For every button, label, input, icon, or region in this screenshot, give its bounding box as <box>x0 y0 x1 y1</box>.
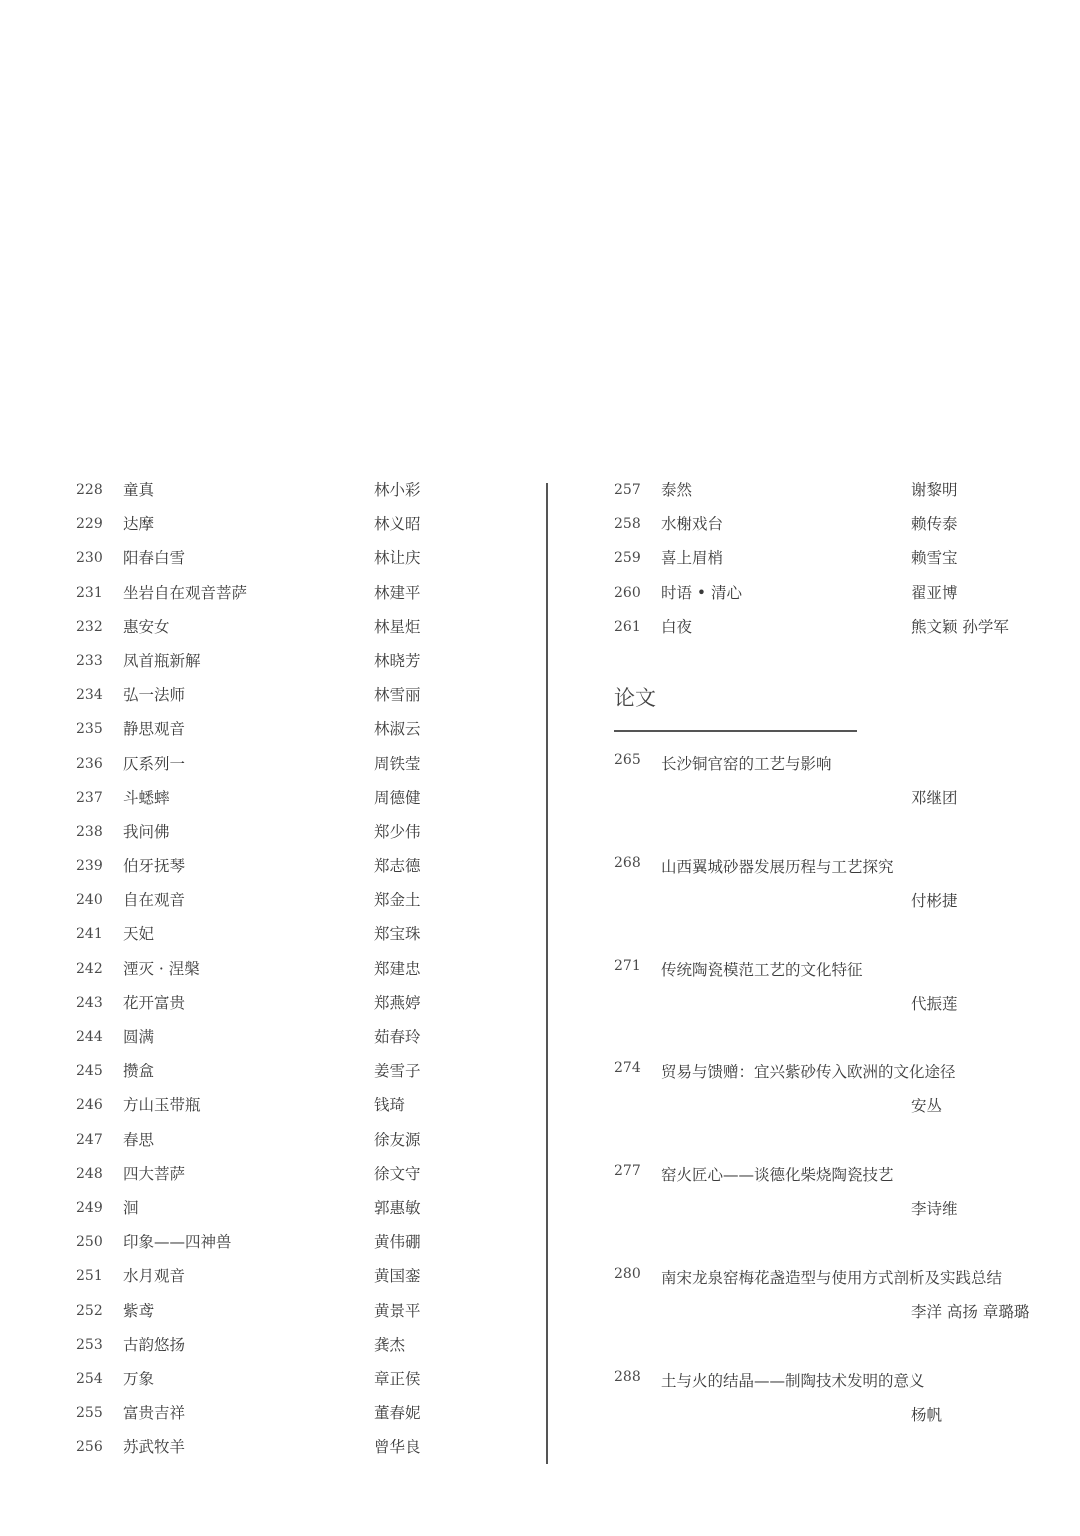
paper-title: 南宋龙泉窑梅花盏造型与使用方式剖析及实践总结 <box>661 1268 1003 1287</box>
paper-title: 土与火的结晶——制陶技术发明的意义 <box>661 1371 925 1390</box>
entry-title: 湮灭 · 涅槃 <box>123 959 200 978</box>
toc-entry <box>76 649 456 683</box>
page-number: 250 <box>76 1234 103 1251</box>
toc-entry <box>614 478 1064 512</box>
page-number: 242 <box>76 960 103 977</box>
entry-author: 钱琦 <box>374 1096 406 1115</box>
entry-title: 水月观音 <box>123 1267 186 1286</box>
toc-entry <box>76 957 456 991</box>
page-number: 239 <box>76 858 103 875</box>
toc-entry <box>76 1367 456 1401</box>
page-number: 240 <box>76 892 103 909</box>
toc-entry <box>76 820 456 854</box>
toc-entry <box>76 717 456 751</box>
entry-title: 春思 <box>123 1130 155 1149</box>
page-number: 251 <box>76 1268 103 1285</box>
page-number: 253 <box>76 1336 103 1353</box>
toc-entry <box>614 512 1064 546</box>
section-heading-papers: 论文 <box>614 686 656 710</box>
entry-author: 黄国銮 <box>374 1267 421 1286</box>
paper-title: 窑火匠心——谈德化柴烧陶瓷技艺 <box>661 1166 894 1185</box>
page-number: 230 <box>76 550 103 567</box>
entry-title: 洄 <box>123 1198 139 1217</box>
page-number: 260 <box>614 584 641 601</box>
entry-title: 达摩 <box>123 515 155 534</box>
toc-entry <box>76 922 456 956</box>
entry-title: 攒盒 <box>123 1062 155 1081</box>
entry-author: 赖传泰 <box>911 515 958 534</box>
page-number: 249 <box>76 1199 103 1216</box>
toc-entry <box>614 546 1064 580</box>
entry-author: 黄伟硼 <box>374 1233 421 1252</box>
toc-entry <box>76 1401 456 1435</box>
paper-entry <box>614 1163 1064 1266</box>
toc-entry <box>76 1435 456 1469</box>
toc-entry <box>76 888 456 922</box>
toc-entry <box>76 581 456 615</box>
entry-title: 自在观音 <box>123 891 186 910</box>
column-divider <box>546 483 548 1464</box>
entry-title: 斗蟋蟀 <box>123 788 170 807</box>
toc-entry <box>76 1059 456 1093</box>
entry-author: 董春妮 <box>374 1404 421 1423</box>
entry-author: 谢黎明 <box>911 481 958 499</box>
entry-author: 赖雪宝 <box>911 549 958 568</box>
page-number: 238 <box>76 823 103 840</box>
page-number: 268 <box>614 854 641 871</box>
entry-title: 伯牙抚琴 <box>123 857 186 876</box>
entry-author: 林让庆 <box>374 549 421 568</box>
toc-entry <box>76 991 456 1025</box>
paper-entry <box>614 752 1064 855</box>
page-number: 256 <box>76 1439 103 1456</box>
entry-author: 曾华良 <box>374 1438 421 1457</box>
toc-entry <box>76 1333 456 1367</box>
page-number: 236 <box>76 755 103 772</box>
entry-title: 时语 • 清心 <box>661 583 742 602</box>
entry-title: 富贵吉祥 <box>123 1404 186 1423</box>
entry-author: 林雪丽 <box>374 686 421 705</box>
paper-title: 贸易与馈赠：宜兴紫砂传入欧洲的文化途径 <box>661 1063 956 1082</box>
entry-title: 坐岩自在观音菩萨 <box>123 583 248 602</box>
toc-entry <box>76 478 456 512</box>
page-number: 237 <box>76 789 103 806</box>
entry-title: 万象 <box>123 1369 155 1388</box>
toc-entry <box>76 512 456 546</box>
entry-title: 水榭戏台 <box>661 515 724 534</box>
page-number: 228 <box>76 482 103 498</box>
entry-author: 翟亚博 <box>911 583 958 602</box>
page-number: 229 <box>76 516 103 533</box>
paper-author: 杨帆 <box>911 1405 943 1424</box>
entry-title: 古韵悠扬 <box>123 1335 186 1354</box>
page-number: 254 <box>76 1370 103 1387</box>
paper-title: 长沙铜官窑的工艺与影响 <box>661 755 832 773</box>
left-toc-column <box>76 478 456 1469</box>
page-number: 258 <box>614 516 641 533</box>
entry-author: 林淑云 <box>374 720 421 739</box>
entry-author: 章正侯 <box>374 1369 421 1388</box>
entry-author: 林义昭 <box>374 515 421 534</box>
toc-entry <box>76 615 456 649</box>
toc-entry <box>76 752 456 786</box>
toc-entry <box>76 1299 456 1333</box>
toc-entry <box>76 683 456 717</box>
entry-author: 林建平 <box>374 583 421 602</box>
paper-author: 安丛 <box>911 1097 943 1116</box>
page-number: 259 <box>614 550 641 567</box>
entry-title: 泰然 <box>661 481 693 499</box>
toc-entry <box>76 1196 456 1230</box>
entry-title: 阳春白雪 <box>123 549 186 568</box>
page-number: 265 <box>614 752 641 768</box>
toc-entry <box>76 546 456 580</box>
toc-entry <box>76 1264 456 1298</box>
page-number: 241 <box>76 926 103 943</box>
entry-author: 郑建忠 <box>374 959 421 978</box>
paper-entry <box>614 855 1064 958</box>
toc-entry <box>614 615 1064 649</box>
paper-author: 李洋 高扬 章璐璐 <box>911 1302 1030 1321</box>
entry-author: 郑少伟 <box>374 822 421 841</box>
paper-entry <box>614 1060 1064 1163</box>
page-number: 277 <box>614 1163 641 1180</box>
paper-author: 代振莲 <box>911 994 958 1013</box>
page-number: 234 <box>76 687 103 704</box>
entry-title: 凤首瓶新解 <box>123 651 201 670</box>
page-number: 252 <box>76 1302 103 1319</box>
section-underline <box>614 730 857 732</box>
page-number: 257 <box>614 482 641 498</box>
page-number: 248 <box>76 1165 103 1182</box>
paper-author: 付彬捷 <box>911 891 958 910</box>
toc-entry <box>76 1230 456 1264</box>
entry-author: 郑金土 <box>374 891 421 910</box>
page-number: 231 <box>76 584 103 601</box>
page-number: 288 <box>614 1368 641 1385</box>
page-number: 244 <box>76 1029 103 1045</box>
page-number: 255 <box>76 1405 103 1422</box>
page-number: 243 <box>76 994 103 1011</box>
page-number: 280 <box>614 1265 641 1282</box>
entry-author: 龚杰 <box>374 1335 406 1354</box>
entry-author: 姜雪子 <box>374 1062 421 1081</box>
entry-title: 我问佛 <box>123 822 170 841</box>
page-number: 246 <box>76 1097 103 1114</box>
entry-author: 林星炬 <box>374 617 421 636</box>
paper-entry <box>614 1266 1064 1369</box>
entry-author: 熊文颖 孙学军 <box>911 617 1009 636</box>
toc-entry <box>76 1128 456 1162</box>
entry-author: 周铁莹 <box>374 754 421 773</box>
entry-author: 黄景平 <box>374 1301 421 1320</box>
toc-entry <box>76 1025 456 1059</box>
entry-author: 林晓芳 <box>374 651 421 670</box>
entry-author: 茹春玲 <box>374 1028 421 1046</box>
right-toc-column <box>614 478 1064 649</box>
page-number: 247 <box>76 1131 103 1148</box>
toc-entry <box>76 1162 456 1196</box>
paper-title: 传统陶瓷模范工艺的文化特征 <box>661 960 863 979</box>
entry-author: 郑燕婷 <box>374 993 421 1012</box>
entry-title: 天妃 <box>123 925 155 944</box>
entry-author: 郑宝珠 <box>374 925 421 944</box>
entry-title: 紫鸢 <box>123 1301 155 1320</box>
paper-title: 山西翼城砂器发展历程与工艺探究 <box>661 857 894 876</box>
entry-author: 郑志德 <box>374 857 421 876</box>
entry-author: 林小彩 <box>374 481 421 499</box>
entry-title: 惠安女 <box>123 617 170 636</box>
entry-title: 仄系列一 <box>123 754 186 773</box>
page-number: 274 <box>614 1060 641 1077</box>
paper-entry <box>614 958 1064 1061</box>
paper-entry <box>614 1369 1064 1472</box>
entry-title: 花开富贵 <box>123 993 186 1012</box>
entry-title: 方山玉带瓶 <box>123 1096 201 1115</box>
toc-entry <box>76 854 456 888</box>
page-number: 261 <box>614 618 641 635</box>
toc-entry <box>76 1093 456 1127</box>
toc-entry <box>614 581 1064 615</box>
entry-title: 静思观音 <box>123 720 186 739</box>
page-number: 245 <box>76 1063 103 1080</box>
page-number: 233 <box>76 652 103 669</box>
entry-author: 周德健 <box>374 788 421 807</box>
papers-list <box>614 752 1064 1472</box>
entry-title: 四大菩萨 <box>123 1164 186 1183</box>
page-number: 235 <box>76 721 103 738</box>
entry-title: 弘一法师 <box>123 686 186 705</box>
entry-author: 徐文守 <box>374 1164 421 1183</box>
entry-title: 印象——四神兽 <box>123 1233 232 1252</box>
paper-author: 李诗维 <box>911 1200 958 1219</box>
paper-author: 邓继团 <box>911 789 958 807</box>
entry-title: 喜上眉梢 <box>661 549 724 568</box>
page-number: 271 <box>614 957 641 974</box>
entry-author: 徐友源 <box>374 1130 421 1149</box>
entry-author: 郭惠敏 <box>374 1198 421 1217</box>
page-number: 232 <box>76 618 103 635</box>
toc-entry <box>76 786 456 820</box>
entry-title: 圆满 <box>123 1028 155 1046</box>
entry-title: 白夜 <box>661 617 693 636</box>
entry-title: 苏武牧羊 <box>123 1438 186 1457</box>
entry-title: 童真 <box>123 481 155 499</box>
